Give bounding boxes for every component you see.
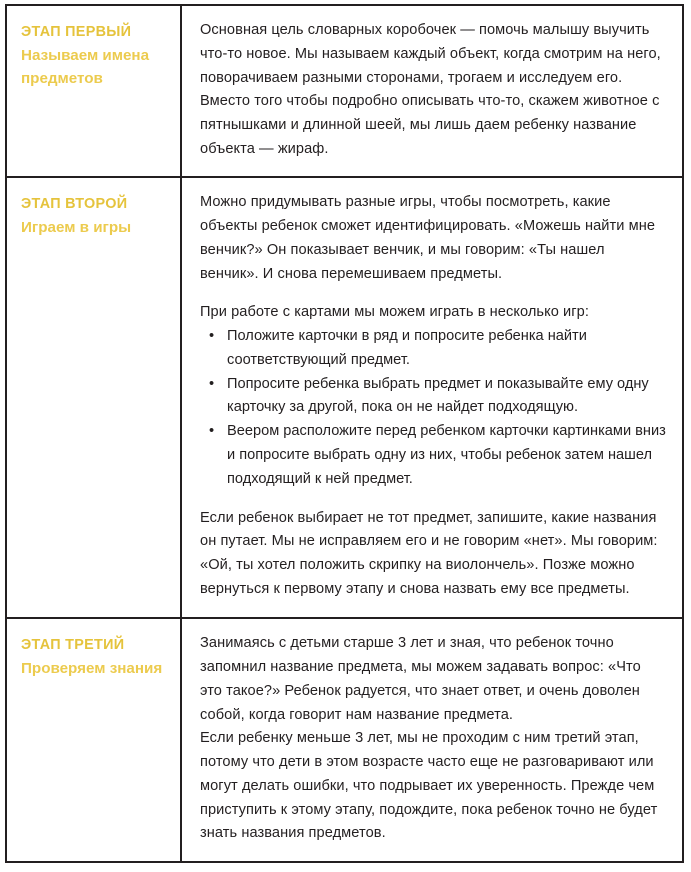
stages-table (5, 4, 684, 863)
stage-paragraph: Можно придумывать разные игры, чтобы посмотреть, какие объекты ребенок сможет идентифицировать. «Можешь найти мне венчик?» Он показывает венчик, и мы говорим: «Ты нашел венчик». И снова перемешиваем предметы. (200, 194, 656, 282)
list-item (200, 420, 666, 491)
list-item-label: Попросите ребенка выбрать предмет и показывайте ему одну карточку за другой, пока он не найдет подходящую. (227, 375, 649, 416)
list-item-label: Положите карточки в ряд и попросите ребенка найти соответствующий предмет. (227, 328, 587, 368)
stage-title-3: Проверяем знания (21, 659, 163, 677)
stage-label-cell-2 (6, 177, 181, 618)
stage-title-2: Играем в игры (21, 218, 132, 236)
games-bullet-list (200, 325, 666, 491)
stage-paragraph: Занимаясь с детьми старше 3 лет и зная, что ребенок точно запомнил название предмета, мы можем задавать вопрос: «Что это такое?» Ребенок радуется, что знает ответ, и очень доволен собой, когда говорит нам название предмета. (200, 635, 641, 723)
table-row (6, 177, 683, 618)
list-item (200, 325, 666, 373)
stage-label-cell-3 (6, 618, 181, 862)
table-row (6, 5, 683, 177)
stage-label-cell-1 (6, 5, 181, 177)
stage-paragraph: При работе с картами мы можем играть в несколько игр: (200, 304, 589, 321)
stage-body-cell-3 (181, 618, 683, 862)
list-item (200, 373, 666, 421)
stage-closing-paragraph: Если ребенок выбирает не тот предмет, запишите, какие названия он путает. Мы не исправляем его и не говорим «нет». Мы говорим: «Ой, ты хотел положить скрипку на виолончель». Позже можно вернуться к первому этапу и снова назвать ему все предметы. (200, 509, 658, 597)
stage-kicker-2: ЭТАП ВТОРОЙ (21, 196, 128, 213)
stage-kicker-3: ЭТАП ТРЕТИЙ (21, 637, 125, 654)
list-item-label: Веером расположите перед ребенком карточки картинками вниз и попросите выбрать одну из них, чтобы ребенок затем нашел подходящий к ней предмет. (227, 423, 666, 487)
stage-paragraph: Основная цель словарных коробочек — помочь малышу выучить что-то новое. Мы называем каждый объект, когда смотрим на него, поворачиваем разными сторонами, трогаем и исследуем его. Вместо того чтобы подробно описывать что-то, скажем животное с пятнышками и длинной шеей, мы лишь даем ребенку название объекта — жираф. (200, 22, 661, 157)
stage-body-cell-1 (181, 5, 683, 177)
stage-paragraph: Если ребенку меньше 3 лет, мы не проходим с ним третий этап, потому что дети в этом возрасте часто еще не разговаривают или могут делать ошибки, что подрывает их уверенность. Прежде чем приступить к этому этапу, подождите, пока ребенок точно не будет знать названия предметов. (200, 730, 658, 842)
bullet-dot-icon: • (209, 375, 215, 392)
table-row (6, 618, 683, 862)
stage-kicker-1: ЭТАП ПЕРВЫЙ (21, 24, 132, 40)
bullet-dot-icon: • (209, 423, 215, 440)
stage-body-cell-2 (181, 177, 683, 618)
stage-title-1: Называем имена предметов (21, 46, 150, 87)
bullet-dot-icon: • (209, 328, 215, 345)
